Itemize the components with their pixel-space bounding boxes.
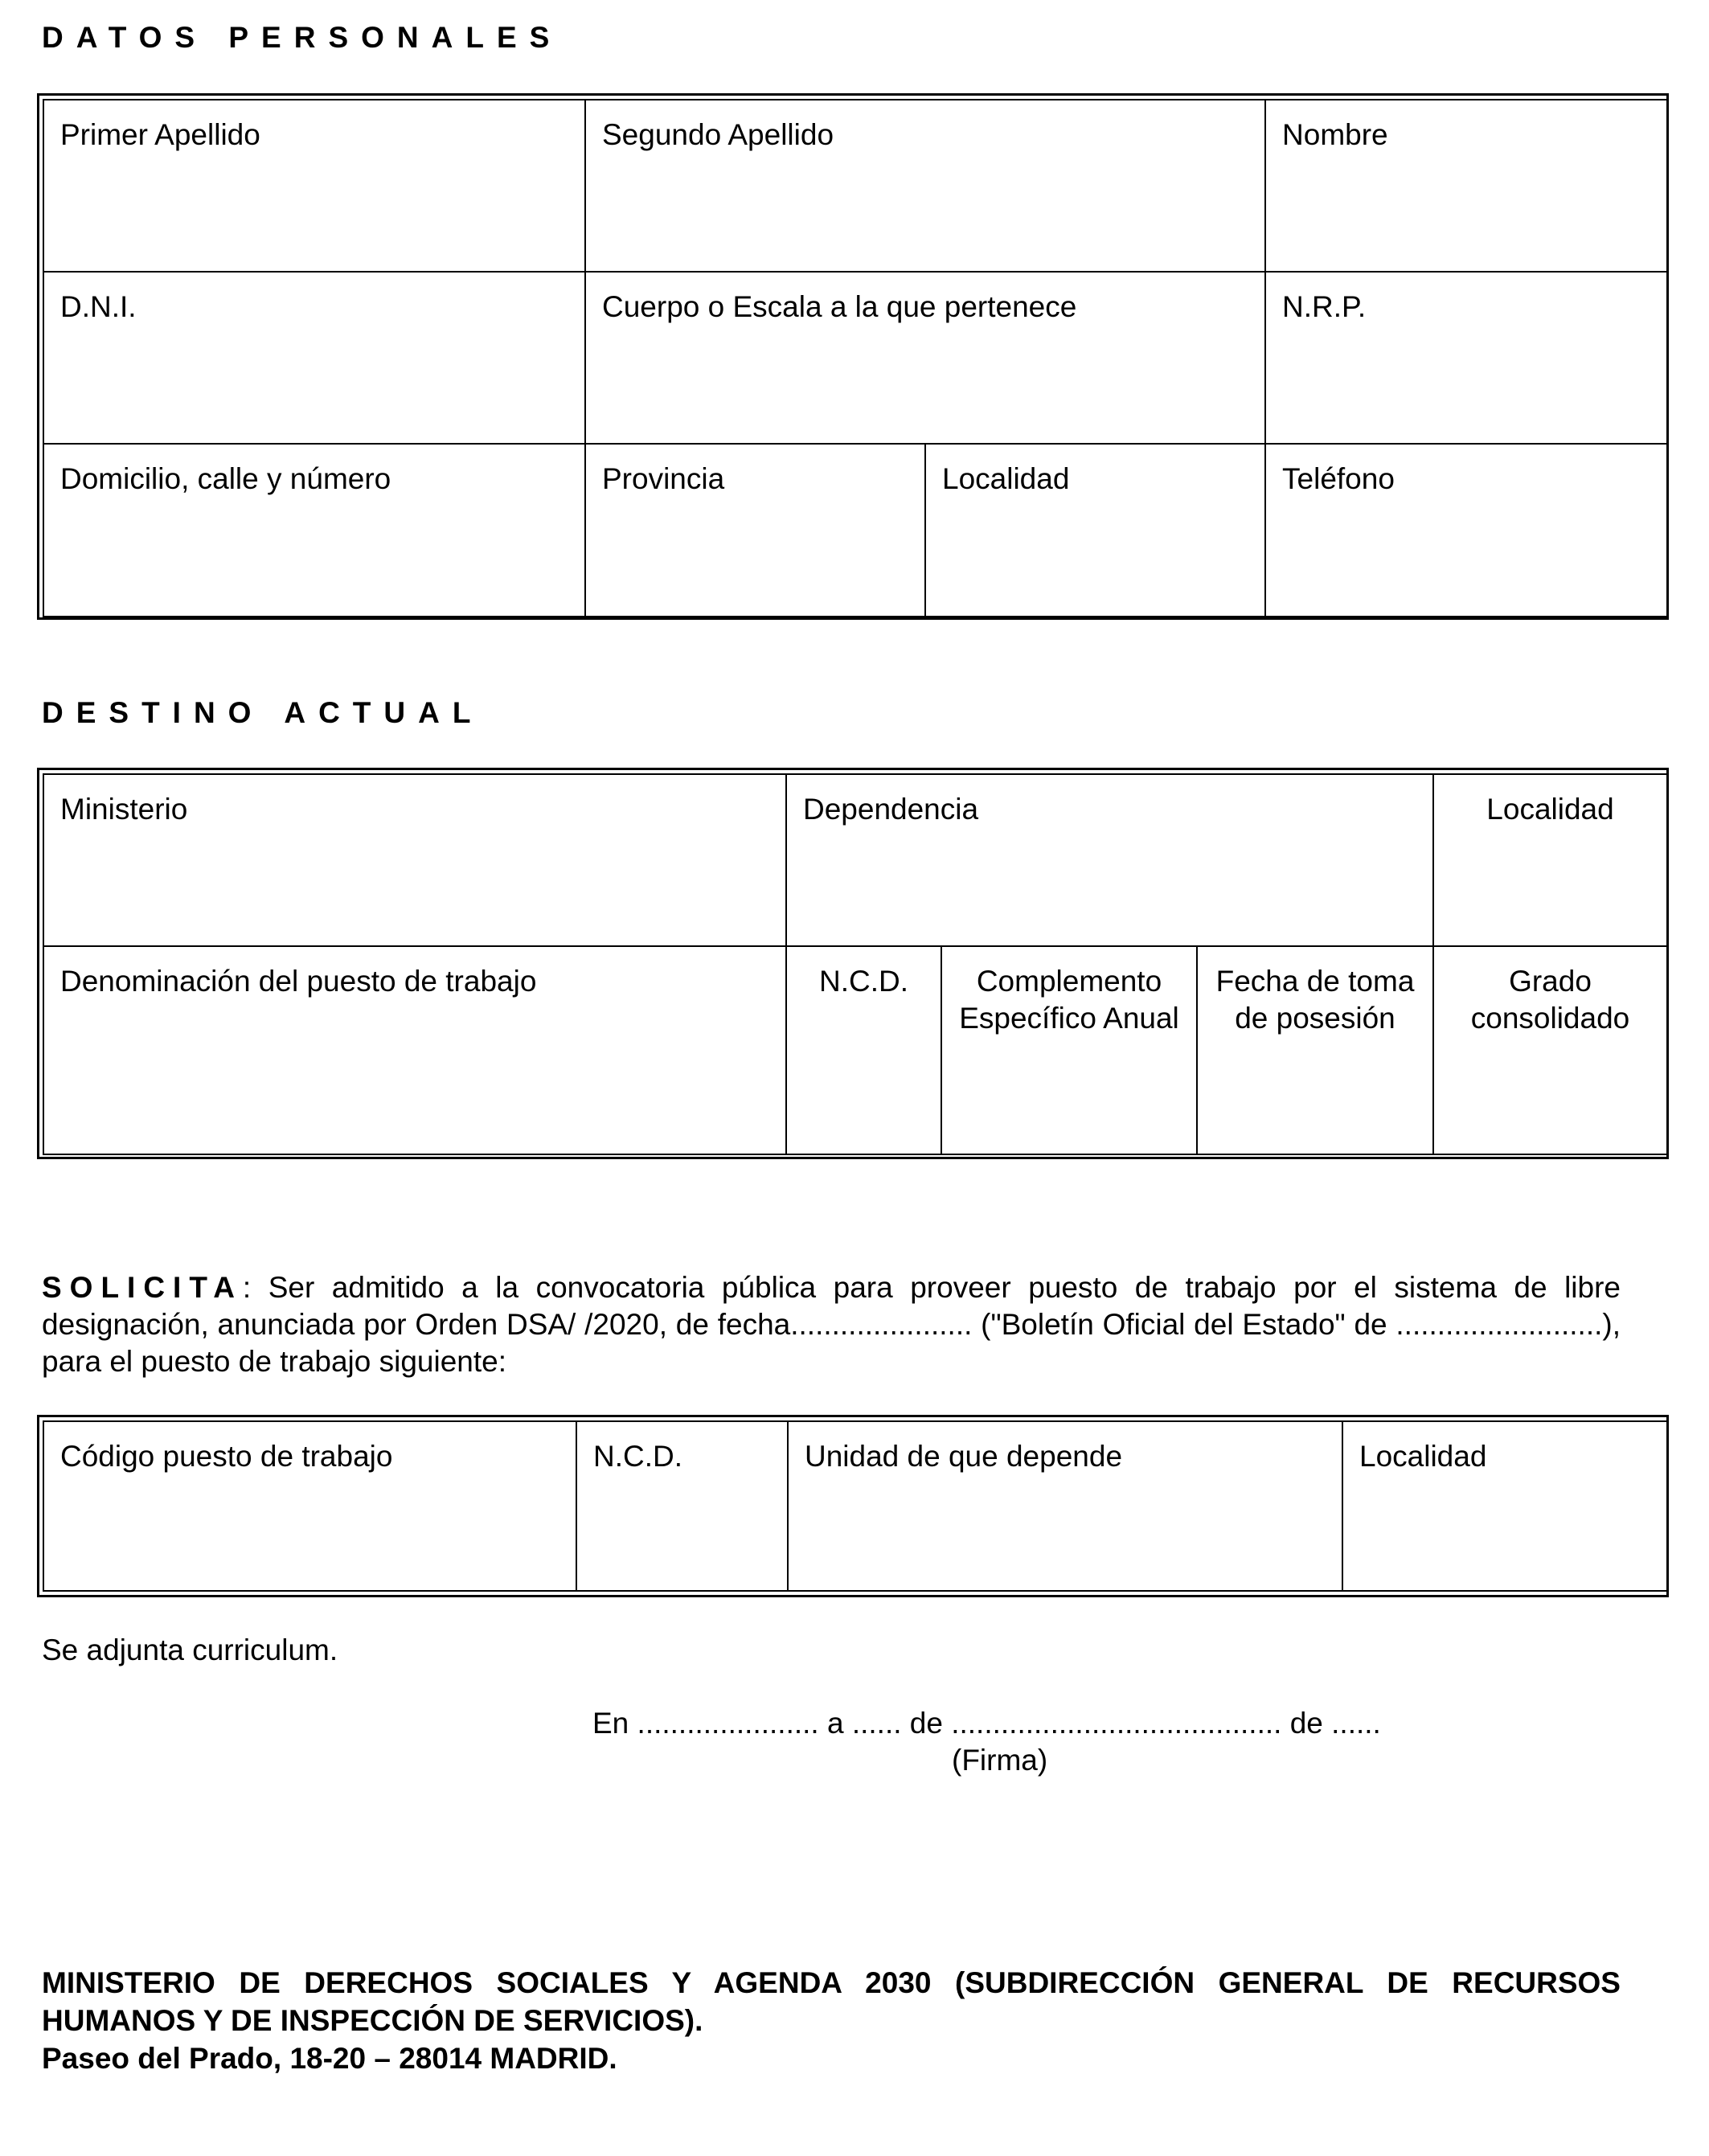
section-heading-destino-actual: DESTINO ACTUAL bbox=[42, 696, 484, 729]
destino-localidad-field[interactable] bbox=[1433, 774, 1667, 946]
puesto-ncd-field[interactable] bbox=[576, 1421, 788, 1591]
footer-address bbox=[42, 1964, 1621, 2077]
adjunta-curriculum-text: Se adjunta curriculum. bbox=[42, 1633, 338, 1666]
primer-apellido-label: Primer Apellido bbox=[60, 118, 260, 151]
fecha-toma-field[interactable] bbox=[1197, 946, 1433, 1154]
primer-apellido-field[interactable] bbox=[43, 100, 585, 272]
nombre-label: Nombre bbox=[1282, 118, 1388, 151]
ministerio-label: Ministerio bbox=[60, 793, 188, 826]
footer-direccion: Paseo del Prado, 18-20 – 28014 MADRID. bbox=[42, 2042, 617, 2075]
puesto-solicitado-table bbox=[37, 1415, 1669, 1597]
grado-field[interactable] bbox=[1433, 946, 1667, 1154]
grado-label: Grado consolidado bbox=[1470, 965, 1630, 1035]
ministerio-field[interactable] bbox=[43, 774, 786, 946]
dni-label: D.N.I. bbox=[60, 290, 137, 323]
provincia-label: Provincia bbox=[602, 462, 725, 495]
dni-field[interactable] bbox=[43, 272, 585, 444]
destino-actual-table bbox=[37, 768, 1669, 1159]
firma-label: (Firma) bbox=[952, 1744, 1048, 1777]
puesto-localidad-label: Localidad bbox=[1359, 1440, 1487, 1473]
codigo-puesto-label: Código puesto de trabajo bbox=[60, 1440, 393, 1473]
puesto-ncd-label: N.C.D. bbox=[593, 1440, 682, 1473]
localidad-field[interactable] bbox=[925, 444, 1265, 617]
nrp-field[interactable] bbox=[1265, 272, 1667, 444]
ncd-field[interactable] bbox=[786, 946, 941, 1154]
solicita-text: : Ser admitido a la convocatoria pública para proveer puesto de trabajo por el sistema de libre designación, anunciada por Orden DSA/ /2020, de fecha...................... ("Boletín Oficial del Estado" de .........................), para el puesto de trabajo siguiente: bbox=[42, 1271, 1621, 1378]
unidad-field[interactable] bbox=[788, 1421, 1342, 1591]
solicita-label: SOLICITA bbox=[42, 1271, 243, 1304]
fecha-lugar-line: En ...................... a ...... de ........................................ de ...... bbox=[592, 1707, 1381, 1740]
nombre-field[interactable] bbox=[1265, 100, 1667, 272]
solicita-paragraph bbox=[42, 1269, 1621, 1380]
datos-personales-table bbox=[37, 93, 1669, 620]
nrp-label: N.R.P. bbox=[1282, 290, 1367, 323]
telefono-label: Teléfono bbox=[1282, 462, 1395, 495]
ncd-label: N.C.D. bbox=[819, 965, 908, 998]
dependencia-label: Dependencia bbox=[803, 793, 979, 826]
denominacion-field[interactable] bbox=[43, 946, 786, 1154]
unidad-label: Unidad de que depende bbox=[805, 1440, 1123, 1473]
puesto-localidad-field[interactable] bbox=[1342, 1421, 1667, 1591]
footer-ministerio: MINISTERIO DE DERECHOS SOCIALES Y AGENDA 2030 (SUBDIRECCIÓN GENERAL DE RECURSOS HUMANOS Y DE INSPECCIÓN DE SERVICIOS). bbox=[42, 1966, 1621, 2037]
cuerpo-field[interactable] bbox=[585, 272, 1265, 444]
segundo-apellido-label: Segundo Apellido bbox=[602, 118, 834, 151]
fecha-toma-label: Fecha de toma de posesión bbox=[1215, 965, 1415, 1035]
telefono-field[interactable] bbox=[1265, 444, 1667, 617]
destino-localidad-label: Localidad bbox=[1486, 793, 1614, 826]
section-heading-datos-personales: DATOS PERSONALES bbox=[42, 21, 563, 54]
dependencia-field[interactable] bbox=[786, 774, 1433, 946]
codigo-puesto-field[interactable] bbox=[43, 1421, 576, 1591]
localidad-label: Localidad bbox=[942, 462, 1070, 495]
complemento-label: Complemento Específico Anual bbox=[959, 965, 1179, 1035]
domicilio-field[interactable] bbox=[43, 444, 585, 617]
complemento-field[interactable] bbox=[941, 946, 1197, 1154]
domicilio-label: Domicilio, calle y número bbox=[60, 462, 391, 495]
segundo-apellido-field[interactable] bbox=[585, 100, 1265, 272]
cuerpo-label: Cuerpo o Escala a la que pertenece bbox=[602, 290, 1077, 323]
denominacion-label: Denominación del puesto de trabajo bbox=[60, 965, 537, 998]
provincia-field[interactable] bbox=[585, 444, 925, 617]
